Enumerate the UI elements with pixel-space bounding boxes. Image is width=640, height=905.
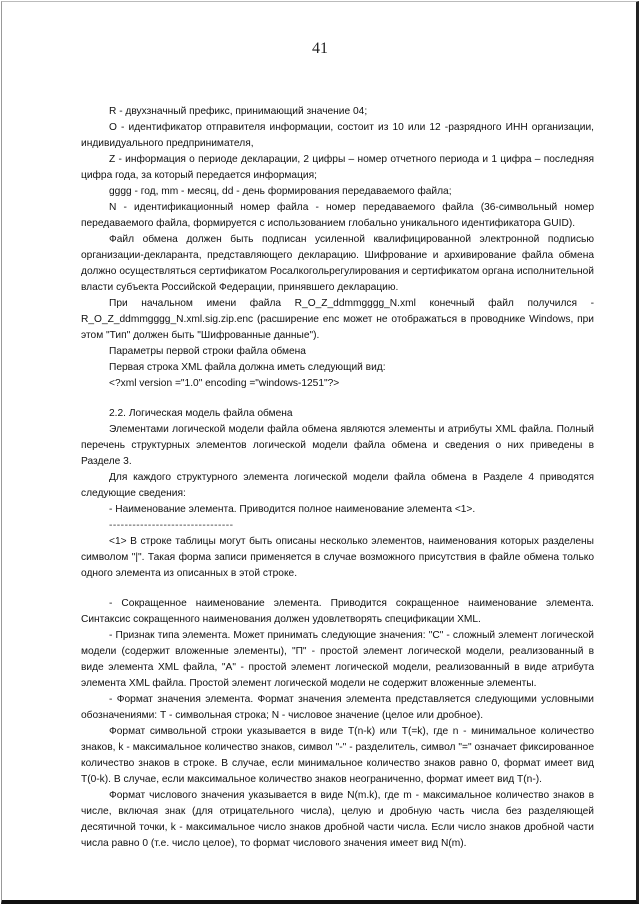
paragraph-value-format: - Формат значения элемента. Формат значения элемента представляется следующими условными обозначениями: Т - символьная строка; N - числовое значение (целое или дробное). [81, 694, 594, 721]
paragraph-xml-declaration: <?xml version ="1.0" encoding ="windows-1251"?> [109, 378, 340, 389]
paragraph-period: Z - информация о периоде декларации, 2 цифры – номер отчетного периода и 1 цифра – последняя цифра года, за который передается информация; [81, 154, 594, 181]
paragraph-date-format: gggg - год, mm - месяц, dd - день формирования передаваемого файла; [109, 186, 452, 197]
paragraph-file-number: N - идентификационный номер файла - номер передаваемого файла (36-символьный номер передаваемого файла, формируется с использованием глобально уникального идентификатора GUID). [81, 202, 594, 229]
paragraph-structural-info: Для каждого структурного элемента логической модели файла обмена в Разделе 4 приводятся следующие сведения: [81, 472, 594, 499]
page-number: 41 [312, 40, 328, 57]
paragraph-prefix-r: R - двухзначный префикс, принимающий значение 04; [109, 106, 368, 117]
paragraph-first-line-intro: Первая строка XML файла должна иметь следующий вид: [109, 362, 386, 373]
document-body [81, 104, 594, 852]
paragraph-logical-model-elements: Элементами логической модели файла обмена являются элементы и атрибуты XML файла. Полный перечень структурных элементов логической модели файла обмена и сведения о них приведены в Разделе 3. [81, 424, 594, 467]
footnote-1: <1> В строке таблицы могут быть описаны несколько элементов, наименования которых разделены символом "|". Такая форма записи применяется в случае возможного присутствия в файле обмена только одного элемента из описанных в этой строке. [81, 536, 594, 579]
paragraph-element-type: - Признак типа элемента. Может принимать следующие значения: "С" - сложный элемент логической модели (содержит вложенные элементы), "П" - простой элемент логической модели, реализованный в виде элемента XML файла, "А" - простой элемент логической модели, реализованный в виде атрибута элемента XML файла. Простой элемент логической модели не содержит вложенные элементы. [81, 630, 594, 689]
paragraph-string-format: Формат символьной строки указывается в виде Т(n-k) или Т(=k), где n - минимальное количество знаков, k - максимальное количество знаков, символ "-" - разделитель, символ "=" означает фиксированное количество знаков в строке. В случае, если минимальное количество знаков равно 0, формат имеет вид Т(0-k). В случае, если максимальное количество знаков неограниченно, формат имеет вид Т(n-). [81, 726, 594, 785]
paragraph-number-format: Формат числового значения указывается в виде N(m.k), где m - максимальное количество знаков в числе, включая знак (для отрицательного числа), целую и дробную часть числа без разделяющей десятичной точки, k - максимальное число знаков дробной части числа. Если число знаков дробной части числа равно 0 (т.е. число целое), то формат числового значения имеет вид N(m). [81, 790, 594, 849]
paragraph-file-name-example: При начальном имени файла R_O_Z_ddmmgggg_N.xml конечный файл получился - R_O_Z_ddmmgggg_N.xml.sig.zip.enc (расширение enc может не отображаться в проводнике Windows, при этом "Тип" должен быть "Шифрованные данные"). [81, 298, 594, 341]
paragraph-element-name: - Наименование элемента. Приводится полное наименование элемента <1>. [109, 504, 476, 515]
footnote-separator: -------------------------------- [109, 520, 234, 531]
paragraph-first-line-params: Параметры первой строки файла обмена [109, 346, 306, 357]
section-heading-logical-model: 2.2. Логическая модель файла обмена [109, 408, 293, 419]
paragraph-short-name: - Сокращенное наименование элемента. Приводится сокращенное наименование элемента. Синтаксис сокращенного наименования должен удовлетворять спецификации XML. [81, 598, 594, 625]
paragraph-signature: Файл обмена должен быть подписан усиленной квалифицированной электронной подписью организации-декларанта, представляющего декларацию. Шифрование и архивирование файла обмена должно осуществляться сертификатом Росалкогольрегулирования и сертификатом органа исполнительной власти субъекта Российской Федерации, принявшего декларацию. [81, 234, 594, 293]
paragraph-sender-id: O - идентификатор отправителя информации, состоит из 10 или 12 -разрядного ИНН организации, индивидуального предпринимателя, [81, 122, 594, 149]
